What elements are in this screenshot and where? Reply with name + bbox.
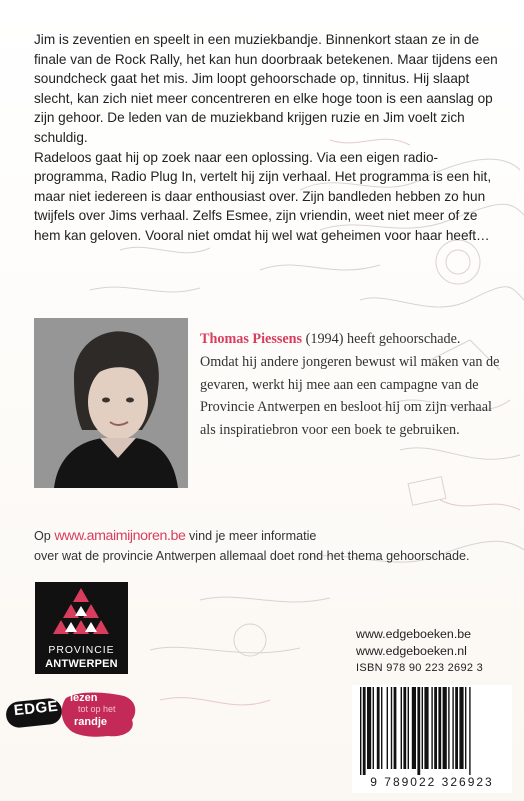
- antwerpen-label: ANTWERPEN: [45, 658, 118, 670]
- author-name: Thomas Piessens: [200, 331, 303, 347]
- blurb-paragraph-2: Radeloos gaat hij op zoek naar een oplossing. Via een eigen radio-programma, Radio Plug In, vertelt hij zijn verhaal. Het programma is een hit, maar niet iedereen is daar enthousiast over. Zijn bandleden hebben zo hun twijfels over Jims verhaal. Zelfs Esmee, zijn vriendin, weet niet meer of ze hem kan geloven. Vooral niet omdat hij wel wat geheimen voor haar heeft…: [34, 149, 492, 243]
- campaign-info: [34, 526, 504, 566]
- info-prefix: Op: [34, 529, 55, 543]
- author-bio: [200, 328, 500, 442]
- barcode-digits: 9 789022 326923: [370, 775, 494, 789]
- author-bio-text: (1994) heeft gehoorschade. Omdat hij andere jongeren bewust wil maken van de gevaren, werkt hij mee aan een campagne van de Provincie Antwerpen en besloot hij om zijn verhaal als inspiratiebron voor een boek te gebruiken.: [200, 331, 500, 439]
- info-suffix: vind je meer informatie: [185, 529, 317, 543]
- edge-tagline-lezen: lezen: [70, 692, 98, 704]
- campaign-website-link[interactable]: www.amaimijnoren.be: [54, 528, 186, 544]
- back-cover-blurb: [34, 30, 504, 246]
- isbn-barcode: [352, 685, 512, 793]
- isbn-number: ISBN 978 90 223 2692 3: [356, 662, 484, 674]
- barcode-bars: [352, 685, 512, 775]
- provincie-label: PROVINCIE: [48, 645, 115, 656]
- edge-tagline-randje: randje: [74, 716, 108, 728]
- edge-publisher-logo: [6, 690, 142, 744]
- edge-tagline: [60, 690, 138, 740]
- publisher-website-nl[interactable]: www.edgeboeken.nl: [356, 644, 467, 658]
- publisher-info: [356, 626, 516, 677]
- campaign-info-line-2: over wat de provincie Antwerpen allemaal doet rond het thema gehoorschade.: [34, 549, 470, 563]
- blurb-paragraph-1: Jim is zeventien en speelt in een muziekbandje. Binnenkort staan ze in de finale van de Rock Rally, het kan hun doorbraak betekenen. Maar tijdens een soundcheck gaat het mis. Jim loopt gehoorschade op, tinnitus. Hij slaapt slecht, kan zich niet meer concentreren en elke hoge toon is een aanslag op zijn gehoor. De leden van de muziekband krijgen ruzie en Jim voelt zich schuldig.: [34, 32, 498, 145]
- edge-logo-word: EDGE: [12, 697, 60, 720]
- author-photo: [34, 318, 188, 488]
- provincie-triangle-icon: [35, 582, 128, 644]
- campaign-info-line-1: [34, 526, 504, 546]
- provincie-antwerpen-logo: [35, 582, 128, 674]
- publisher-website-be[interactable]: www.edgeboeken.be: [356, 627, 472, 641]
- edge-tagline-tot: tot op het: [78, 704, 116, 714]
